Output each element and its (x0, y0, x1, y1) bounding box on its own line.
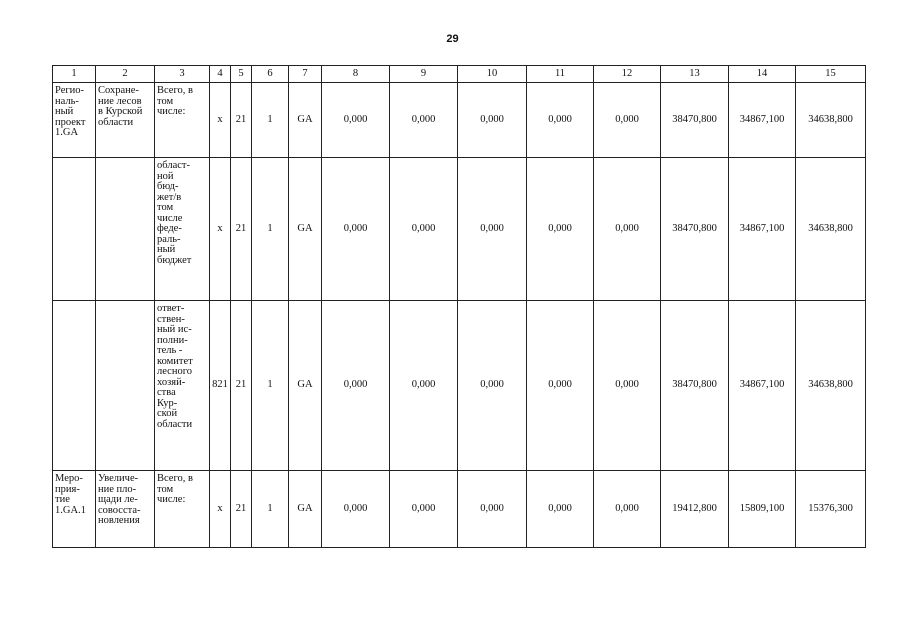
value-cell: 34867,100 (729, 83, 796, 158)
code-cell: 1 (252, 83, 289, 158)
value-cell: 34867,100 (729, 301, 796, 471)
value-cell: 0,000 (390, 301, 458, 471)
code-cell: x (210, 83, 231, 158)
table-row (53, 83, 866, 158)
value-cell: 34638,800 (796, 83, 866, 158)
column-header: 8 (322, 66, 390, 83)
code-cell: 821 (210, 301, 231, 471)
row-type-cell: Меро- прия- тие 1.GA.1 (53, 471, 96, 548)
value-cell: 34867,100 (729, 158, 796, 301)
value-cell: 0,000 (390, 83, 458, 158)
column-header: 1 (53, 66, 96, 83)
code-cell: 21 (231, 471, 252, 548)
column-header: 15 (796, 66, 866, 83)
code-cell: x (210, 471, 231, 548)
funding-source-cell: област- ной бюд- жет/в том числе феде- раль- ный бюджет (155, 158, 210, 301)
value-cell: 0,000 (594, 301, 661, 471)
value-cell: 34638,800 (796, 158, 866, 301)
table-header-row (53, 66, 866, 83)
value-cell: 0,000 (527, 301, 594, 471)
column-header: 7 (289, 66, 322, 83)
code-cell: x (210, 158, 231, 301)
table-row (53, 471, 866, 548)
row-title-cell: Увеличе- ние пло- щади ле- совосста- новления (96, 471, 155, 548)
value-cell: 0,000 (458, 471, 527, 548)
value-cell: 0,000 (322, 83, 390, 158)
value-cell: 0,000 (322, 301, 390, 471)
value-cell: 0,000 (594, 83, 661, 158)
value-cell: 0,000 (527, 83, 594, 158)
code-cell: GA (289, 158, 322, 301)
budget-table (52, 65, 866, 548)
funding-source-cell: ответ- ствен- ный ис- полни- тель - комитет лесного хозяй- ства Кур- ской области (155, 301, 210, 471)
value-cell: 0,000 (458, 83, 527, 158)
value-cell: 0,000 (458, 301, 527, 471)
code-cell: 21 (231, 83, 252, 158)
value-cell: 0,000 (390, 471, 458, 548)
column-header: 11 (527, 66, 594, 83)
code-cell: 21 (231, 158, 252, 301)
value-cell: 34638,800 (796, 301, 866, 471)
code-cell: 1 (252, 471, 289, 548)
column-header: 13 (661, 66, 729, 83)
column-header: 3 (155, 66, 210, 83)
row-title-cell (96, 158, 155, 301)
row-title-cell: Сохране- ние лесов в Курской области (96, 83, 155, 158)
value-cell: 0,000 (594, 471, 661, 548)
value-cell: 0,000 (594, 158, 661, 301)
table-row (53, 301, 866, 471)
value-cell: 0,000 (527, 158, 594, 301)
column-header: 10 (458, 66, 527, 83)
code-cell: 1 (252, 158, 289, 301)
code-cell: 21 (231, 301, 252, 471)
row-title-cell (96, 301, 155, 471)
value-cell: 38470,800 (661, 158, 729, 301)
value-cell: 0,000 (390, 158, 458, 301)
column-header: 4 (210, 66, 231, 83)
value-cell: 0,000 (527, 471, 594, 548)
code-cell: GA (289, 83, 322, 158)
code-cell: GA (289, 471, 322, 548)
code-cell: 1 (252, 301, 289, 471)
column-header: 6 (252, 66, 289, 83)
value-cell: 0,000 (458, 158, 527, 301)
table-row (53, 158, 866, 301)
column-header: 12 (594, 66, 661, 83)
value-cell: 15809,100 (729, 471, 796, 548)
row-type-cell (53, 301, 96, 471)
column-header: 14 (729, 66, 796, 83)
column-header: 2 (96, 66, 155, 83)
value-cell: 19412,800 (661, 471, 729, 548)
value-cell: 15376,300 (796, 471, 866, 548)
page-number: 29 (446, 33, 459, 45)
funding-source-cell: Всего, в том числе: (155, 83, 210, 158)
value-cell: 38470,800 (661, 83, 729, 158)
funding-source-cell: Всего, в том числе: (155, 471, 210, 548)
row-type-cell (53, 158, 96, 301)
value-cell: 38470,800 (661, 301, 729, 471)
column-header: 5 (231, 66, 252, 83)
code-cell: GA (289, 301, 322, 471)
value-cell: 0,000 (322, 158, 390, 301)
value-cell: 0,000 (322, 471, 390, 548)
row-type-cell: Регио- наль- ный проект 1.GA (53, 83, 96, 158)
column-header: 9 (390, 66, 458, 83)
